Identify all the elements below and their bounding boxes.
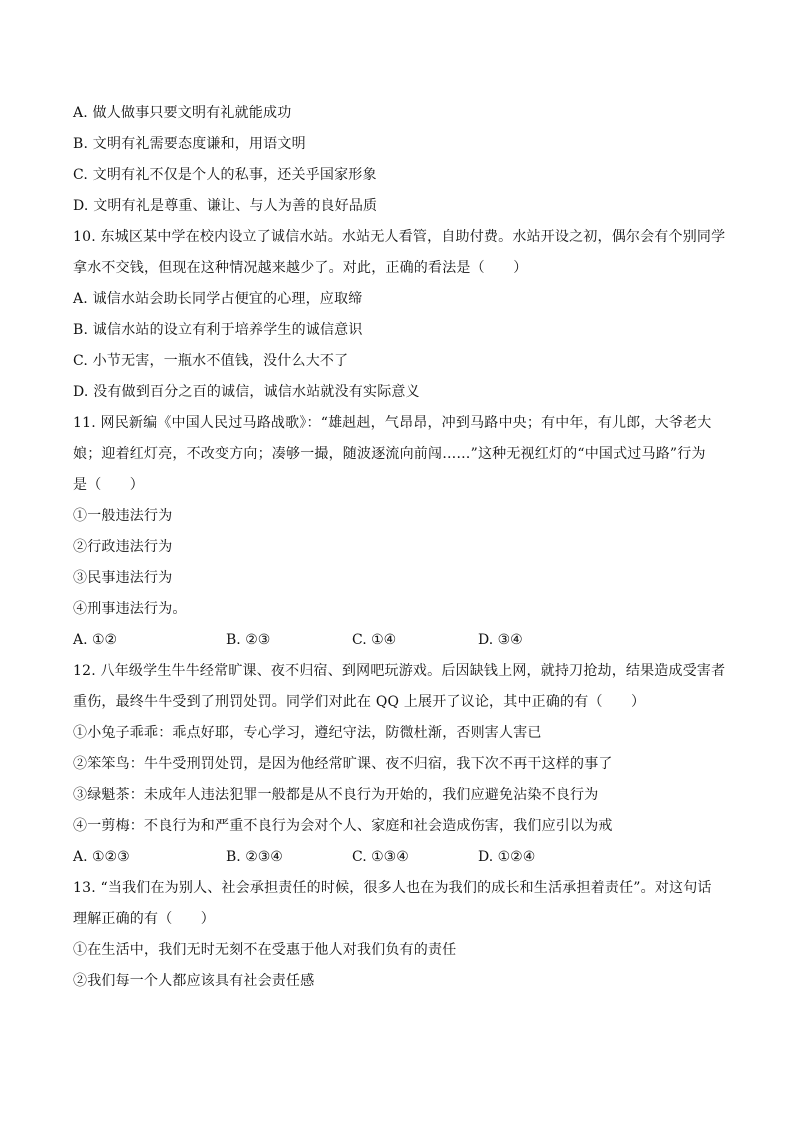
q11-stem-line2: 娘；迎着红灯亮，不改变方向；凑够一撮，随波逐流向前闯……”这种无视红灯的“中国式过马路”行为 (73, 446, 706, 462)
q10-stem-line1: 10. 东城区某中学在校内设立了诚信水站。水站无人看管，自助付费。水站开设之初，偶尔会有个别同学 (73, 229, 726, 245)
q11-choice-c: C. ①④ (352, 632, 397, 648)
q13-stem-line1: 13. “当我们在为别人、社会承担责任的时候，很多人也在为我们的成长和生活承担着责任”。对这句话 (73, 880, 712, 896)
q10-stem-line2: 拿水不交钱，但现在这种情况越来越少了。对此，正确的看法是（ ） (73, 260, 528, 276)
q9-option-d: D. 文明有礼是尊重、谦让、与人为善的良好品质 (73, 198, 378, 214)
q11-choice-b: B. ②③ (226, 632, 271, 648)
q10-option-d: D. 没有做到百分之百的诚信，诚信水站就没有实际意义 (73, 384, 420, 400)
q12-choice-a: A. ①②③ (73, 849, 130, 865)
q12-stem-line1: 12. 八年级学生牛牛经常旷课、夜不归宿、到网吧玩游戏。后因缺钱上网，就持刀抢劫，结果造成受害者 (73, 663, 726, 679)
q9-option-a: A. 做人做事只要文明有礼就能成功 (73, 105, 292, 121)
q11-item-2: ②行政违法行为 (73, 539, 173, 555)
q12-item-3: ③绿魁茶：未成年人违法犯罪一般都是从不良行为开始的，我们应避免沾染不良行为 (73, 787, 599, 803)
q12-choice-b: B. ②③④ (226, 849, 283, 865)
q10-option-b: B. 诚信水站的设立有利于培养学生的诚信意识 (73, 322, 363, 338)
q13-stem-line2: 理解正确的有（ ） (73, 911, 215, 927)
q12-choice-c: C. ①③④ (352, 849, 409, 865)
q13-item-2: ②我们每一个人都应该具有社会责任感 (73, 973, 315, 989)
q9-option-b: B. 文明有礼需要态度谦和，用语文明 (73, 136, 306, 152)
q12-item-1: ①小兔子乖乖：乖点好耶，专心学习，遵纪守法，防微杜渐，否则害人害已 (73, 725, 542, 741)
q9-option-c: C. 文明有礼不仅是个人的私事，还关乎国家形象 (73, 167, 377, 183)
q11-choice-d: D. ③④ (478, 632, 523, 648)
q12-item-2: ②笨笨鸟：牛牛受刑罚处罚，是因为他经常旷课、夜不归宿，我下次不再干这样的事了 (73, 756, 613, 772)
q11-choice-a: A. ①② (73, 632, 118, 648)
q12-choice-d: D. ①②④ (478, 849, 536, 865)
q12-stem-line2: 重伤，最终牛牛受到了刑罚处罚。同学们对此在 QQ 上展开了议论，其中正确的有（ ） (73, 694, 646, 710)
q10-option-a: A. 诚信水站会助长同学占便宜的心理，应取缔 (73, 291, 363, 307)
q11-item-3: ③民事违法行为 (73, 570, 173, 586)
q11-stem-line1: 11. 网民新编《中国人民过马路战歌》：“雄赳赳，气昂昂，冲到马路中央；有中年，有儿郎，大爷老大 (73, 415, 712, 431)
q10-option-c: C. 小节无害，一瓶水不值钱，没什么大不了 (73, 353, 349, 369)
q12-item-4: ④一剪梅：不良行为和严重不良行为会对个人、家庭和社会造成伤害，我们应引以为戒 (73, 818, 613, 834)
q11-item-4: ④刑事违法行为。 (73, 601, 187, 617)
q13-item-1: ①在生活中，我们无时无刻不在受惠于他人对我们负有的责任 (73, 942, 457, 958)
q11-stem-line3: 是（ ） (73, 477, 144, 493)
q11-item-1: ①一般违法行为 (73, 508, 173, 524)
